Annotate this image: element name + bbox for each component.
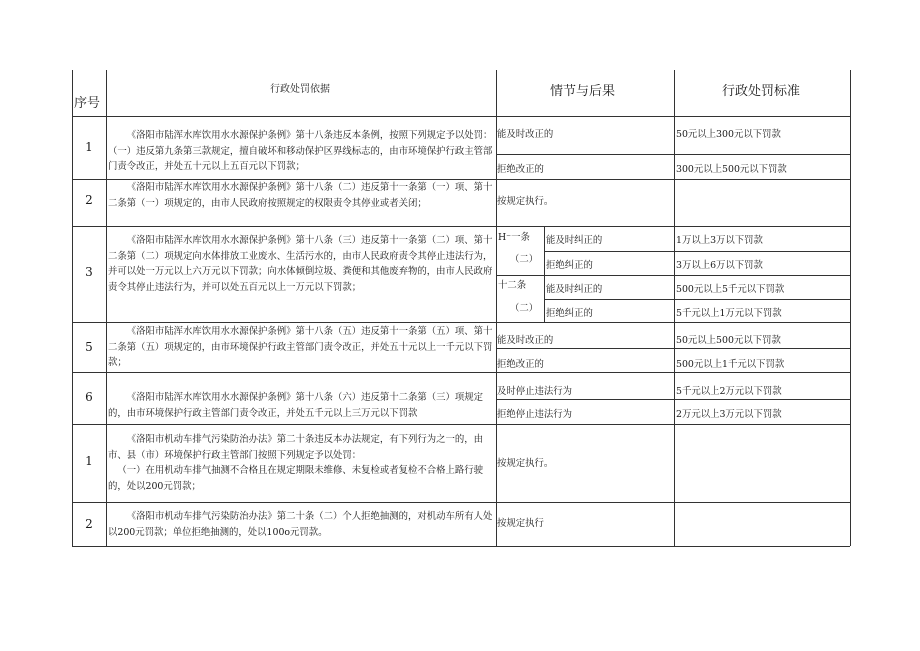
standard-cell: 500元以上1千元以下罚款	[676, 359, 785, 370]
rule-r6-bottom	[72, 424, 850, 425]
header-standard: 行政处罚标准	[722, 84, 801, 99]
circumstance-cell: 及时停止违法行为	[497, 386, 573, 397]
row-index: 2	[85, 517, 93, 531]
rule-r2-bottom	[72, 226, 850, 227]
row-basis: 《洛阳市机动车排气污染防治办法》第二十条违反本办法规定，有下列行为之一的，由市、县（市）环境保护行政主管部门按照下列规定予以处罚：	[108, 434, 484, 461]
standard-cell: 300元以上500元以下罚款	[676, 164, 787, 175]
circumstance-cell: 拒绝纠正的	[546, 260, 593, 271]
circumstance-cell: 拒绝改正的	[497, 164, 544, 175]
header-index: 序号	[74, 96, 101, 111]
header-circumstance: 情节与后果	[550, 84, 616, 99]
standard-cell: 5千元以上2万元以下罚款	[676, 386, 782, 397]
row-basis: 《洛阳市陆浑水库饮用水水源保护条例》第十八条（三）违反第十一条第（二）项、第十二条第（二）项规定向水体排放工业废水、生活污水的，由市人民政府责令其停止违法行为，并可以处一万元以上六万元以下罚款；向水体倾倒垃圾、粪便和其他废弃物的，由市人民政府责令其停止违法行为，并可以处五百元以上一万元以下罚款；	[108, 235, 493, 293]
header-basis: 行政处罚依据	[270, 84, 330, 95]
rule-r3-sub	[544, 226, 545, 322]
circumstance-cell: 按规定执行	[497, 518, 544, 529]
row-basis: 《洛阳市陆浑水库饮用水水源保护条例》第十八条违反本条例，按照下列规定予以处罚：（一）违反第九条第三款规定，擅自破坏和移动保护区界线标志的，由市环境保护行政主管部门责令改正，并处五十元以上五百元以下罚款；	[108, 130, 493, 172]
rule-right	[850, 70, 851, 546]
row-index: 6	[85, 390, 93, 404]
standard-cell: 3万以上6万以下罚款	[676, 260, 763, 271]
circumstance-cell: 能及时改正的	[497, 335, 554, 346]
rule-r1-mid	[496, 154, 850, 155]
row-index: 1	[85, 454, 93, 468]
standard-cell: 50元以上300元以下罚款	[676, 129, 781, 140]
standard-cell: 5千元以上1万元以下罚款	[676, 308, 782, 319]
row-index: 2	[85, 193, 93, 207]
clause-label: H⁻一条	[498, 232, 530, 243]
rule-r3-c	[544, 299, 850, 300]
circumstance-cell: 能及时纠正的	[546, 235, 603, 246]
standard-cell: 2万元以上3万元以下罚款	[676, 409, 782, 420]
rule-r3-mid	[496, 275, 850, 276]
rule-col1	[106, 70, 107, 546]
clause-label: （二）	[510, 303, 539, 314]
standard-cell: 50元以上500元以下罚款	[676, 335, 781, 346]
circumstance-cell: 拒绝改正的	[497, 359, 544, 370]
row-index: 1	[85, 140, 93, 154]
circumstance-cell: 按规定执行。	[497, 458, 554, 469]
rule-r3-a	[544, 251, 850, 252]
rule-col3	[674, 70, 675, 546]
row-index: 3	[85, 265, 93, 279]
circumstance-cell: 拒绝纠正的	[546, 308, 593, 319]
rule-header-bottom	[72, 116, 850, 117]
rule-r3-bottom	[72, 322, 850, 323]
row-basis-extra: （一）在用机动车排气抽测不合格且在规定期限未维修、未复检或者复检不合格上路行驶的，处以200元罚款；	[108, 465, 484, 492]
clause-label: （二）	[510, 254, 539, 265]
row-basis: 《洛阳市陆浑水库饮用水水源保护条例》第十八条（五）违反第十一条第（五）项、第十二条第（五）项规定的，由市环境保护行政主管部门责令改正，并处五十元以上一千元以下罚款；	[108, 326, 493, 368]
rule-r8-bottom	[72, 546, 850, 547]
standard-cell: 1万以上3万以下罚款	[676, 235, 763, 246]
row-index: 5	[85, 340, 93, 354]
row-basis: 《洛阳市机动车排气污染防治办法》第二十条（二）个人拒绝抽测的，对机动车所有人处以200元罚款；单位拒绝抽测的，处以100o元罚款。	[108, 511, 493, 538]
rule-r7-bottom	[72, 502, 850, 503]
row-basis: 《洛阳市陆浑水库饮用水水源保护条例》第十八条（六）违反第十二条第（三）项规定的，由市环境保护行政主管部门责令改正，并处五千元以上三万元以下罚款	[108, 392, 484, 419]
circumstance-cell: 按规定执行。	[497, 196, 554, 207]
clause-label: 十二条	[498, 280, 527, 291]
standard-cell: 500元以上5千元以下罚款	[676, 284, 785, 295]
row-basis: 《洛阳市陆浑水库饮用水水源保护条例》第十八条（二）违反第十一条第（一）项、第十二条第（一）项规定的，由市人民政府按照规定的权限责令其停业或者关闭；	[108, 182, 493, 209]
circumstance-cell: 拒绝停止违法行为	[497, 409, 573, 420]
circumstance-cell: 能及时改正的	[497, 129, 554, 140]
circumstance-cell: 能及时纠正的	[546, 284, 603, 295]
